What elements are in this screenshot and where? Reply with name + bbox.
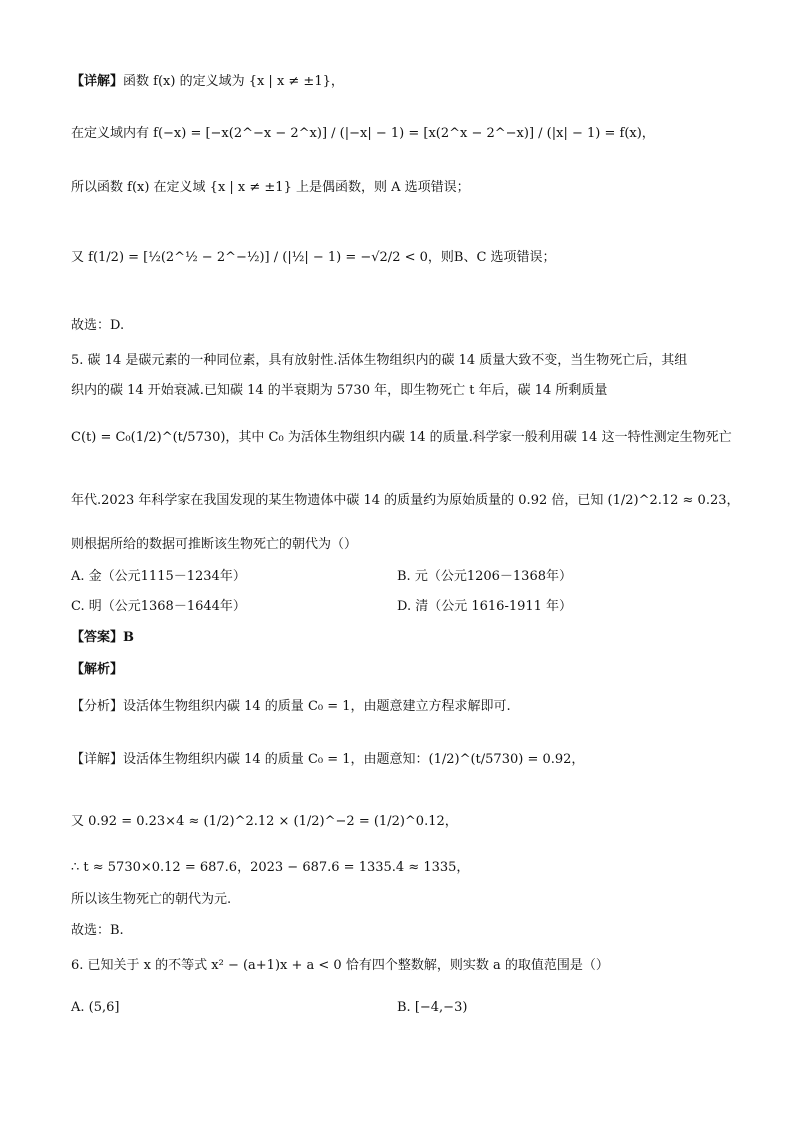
choose-d: 故选：D. xyxy=(71,318,125,333)
q5-detail-line3: ∴ t ≈ 5730×0.12 = 687.6，2023 − 687.6 = 1335.4 ≈ 1335， xyxy=(71,860,470,875)
half-value-evaluation: 又 f(1/2) = [½(2^½ − 2^−½)] / (|½| − 1) = −√2/2 < 0，则B、C 选项错误； xyxy=(71,250,556,265)
q5-analysis-head: 【解析】 xyxy=(71,662,124,677)
even-function-derivation: 在定义域内有 f(−x) = [−x(2^−x − 2^x)] / (|−x| − 1) = [x(2^x − 2^−x)] / (|x| − 1) = f(x)， xyxy=(71,126,655,141)
q6-stem: 6. 已知关于 x 的不等式 x² − (a+1)x + a < 0 恰有四个整数解，则实数 a 的取值范围是（） xyxy=(71,958,609,973)
q5-stem-line2: 织内的碳 14 开始衰减.已知碳 14 的半衰期为 5730 年，即生物死亡 t 年后，碳 14 所剩质量 xyxy=(71,383,608,398)
q5-answer: 【答案】B xyxy=(71,630,134,645)
q5-option-c: C. 明（公元1368－1644年） xyxy=(71,599,246,614)
q5-detail-line1: 【详解】设活体生物组织内碳 14 的质量 C₀ = 1，由题意知：(1/2)^(t/5730) = 0.92， xyxy=(71,752,585,767)
even-function-conclusion: 所以函数 f(x) 在定义域 {x | x ≠ ±1} 上是偶函数，则 A 选项错误； xyxy=(71,180,470,195)
q5-stem-line4: 年代.2023 年科学家在我国发现的某生物遗体中碳 14 的质量约为原始质量的 0.92 倍，已知 (1/2)^2.12 ≈ 0.23， xyxy=(71,493,740,508)
q5-analysis: 【分析】设活体生物组织内碳 14 的质量 C₀ = 1，由题意建立方程求解即可. xyxy=(71,699,511,714)
detail-line-domain xyxy=(71,72,344,92)
q5-stem-line1: 5. 碳 14 是碳元素的一种同位素，具有放射性.活体生物组织内的碳 14 质量大致不变，当生物死亡后，其组 xyxy=(71,353,688,368)
q5-option-a: A. 金（公元1115－1234年） xyxy=(71,569,246,584)
q5-detail-line4: 所以该生物死亡的朝代为元. xyxy=(71,892,232,907)
q6-option-a: A. (5,6] xyxy=(71,1000,120,1015)
detail-text: 函数 f(x) 的定义域为 {x | x ≠ ±1}， xyxy=(123,74,344,89)
q5-detail-line2: 又 0.92 = 0.23×4 ≈ (1/2)^2.12 × (1/2)^−2 = (1/2)^0.12， xyxy=(71,814,458,829)
q5-stem-line5: 则根据所给的数据可推断该生物死亡的朝代为（） xyxy=(71,537,358,552)
q5-option-d: D. 清（公元 1616-1911 年） xyxy=(397,599,573,614)
q6-option-b: B. [−4,−3) xyxy=(397,1000,468,1015)
detail-tag: 【详解】 xyxy=(71,74,124,89)
q5-stem-line3: C(t) = C₀(1/2)^(t/5730)，其中 C₀ 为活体生物组织内碳 14 的质量.科学家一般利用碳 14 这一特性测定生物死亡 xyxy=(71,430,732,445)
q5-choose: 故选：B. xyxy=(71,923,124,938)
q5-option-b: B. 元（公元1206－1368年） xyxy=(397,569,572,584)
